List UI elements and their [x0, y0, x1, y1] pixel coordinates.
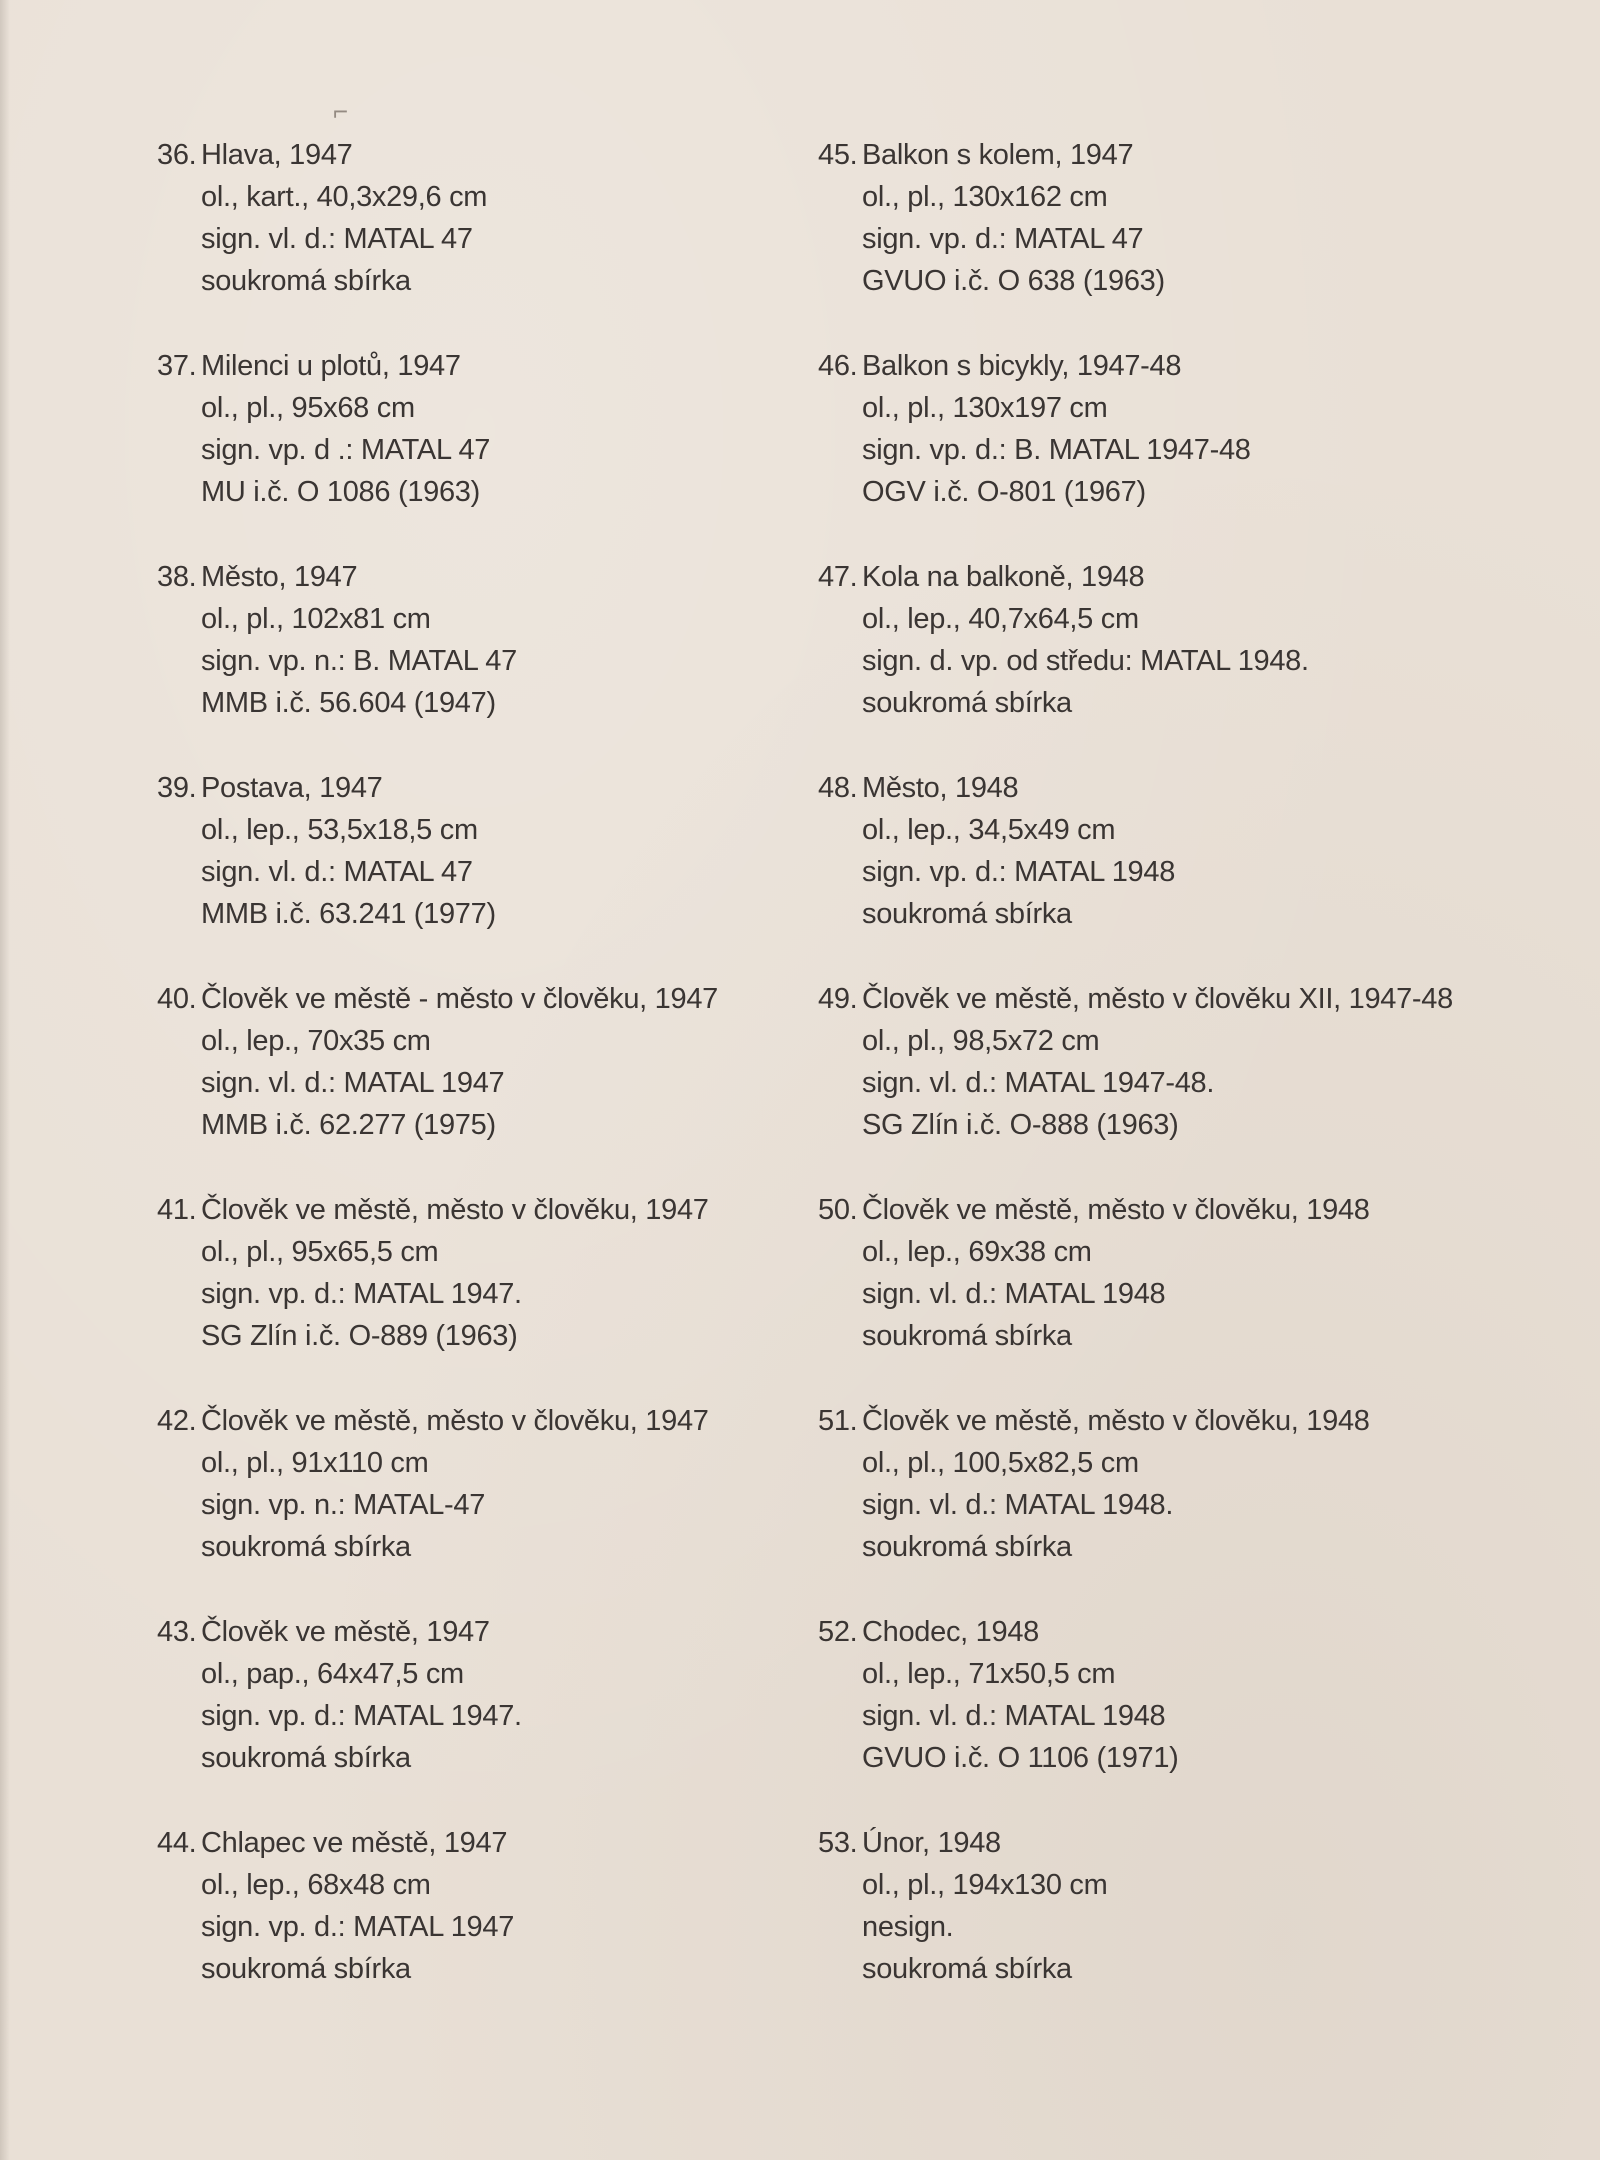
entry-collection: MMB i.č. 63.241 (1977): [201, 898, 496, 930]
entry-number: 47.: [818, 561, 858, 593]
entry-title-line: [157, 1189, 777, 1231]
entry-title: Město, 1947: [201, 561, 358, 593]
entry-number: 52.: [818, 1616, 858, 1648]
entry-title: Člověk ve městě, město v člověku XII, 1947-48: [862, 983, 1453, 1015]
entry-collection: soukromá sbírka: [201, 1742, 411, 1774]
entry-number: 39.: [157, 772, 197, 804]
entry-title-line: [818, 1189, 1538, 1231]
entry-number: 49.: [818, 983, 858, 1015]
entry-number: 46.: [818, 350, 858, 382]
entry-collection: SG Zlín i.č. O-888 (1963): [862, 1109, 1179, 1141]
entry-title: Milenci u plotů, 1947: [201, 350, 461, 382]
entry-title: Člověk ve městě - město v člověku, 1947: [201, 983, 718, 1015]
entry-technique: ol., pl., 95x68 cm: [201, 392, 415, 424]
entry-collection: MMB i.č. 56.604 (1947): [201, 687, 496, 719]
entry-signature: sign. vl. d.: MATAL 47: [201, 223, 473, 255]
entry-title-line: [818, 1822, 1538, 1864]
entry-number: 43.: [157, 1616, 197, 1648]
entry-title-line: [818, 1400, 1538, 1442]
entry-title: Chodec, 1948: [862, 1616, 1039, 1648]
catalog-entry: [157, 1822, 777, 2033]
entry-technique: ol., lep., 70x35 cm: [201, 1025, 431, 1057]
entry-number: 48.: [818, 772, 858, 804]
entry-signature: sign. vp. d.: MATAL 1947: [201, 1911, 515, 1943]
entry-number: 51.: [818, 1405, 858, 1437]
catalog-entry: [818, 1400, 1538, 1611]
entry-technique: ol., pl., 102x81 cm: [201, 603, 431, 635]
entry-collection: SG Zlín i.č. O-889 (1963): [201, 1320, 518, 1352]
entry-technique: ol., lep., 69x38 cm: [862, 1236, 1092, 1268]
catalog-entry: [157, 345, 777, 556]
catalog-entry: [818, 134, 1538, 345]
entry-technique: ol., pl., 98,5x72 cm: [862, 1025, 1100, 1057]
entry-collection: soukromá sbírka: [862, 1953, 1072, 1985]
entry-title-line: [157, 134, 777, 176]
entry-title: Balkon s kolem, 1947: [862, 139, 1134, 171]
entry-technique: ol., pap., 64x47,5 cm: [201, 1658, 464, 1690]
entry-number: 50.: [818, 1194, 858, 1226]
entry-technique: ol., lep., 34,5x49 cm: [862, 814, 1116, 846]
catalog-entry: [157, 134, 777, 345]
entry-collection: soukromá sbírka: [862, 1531, 1072, 1563]
entry-collection: MU i.č. O 1086 (1963): [201, 476, 480, 508]
catalog-entry: [157, 767, 777, 978]
catalog-column-right: [818, 134, 1538, 2033]
entry-technique: ol., pl., 91x110 cm: [201, 1447, 429, 1479]
entry-technique: ol., lep., 53,5x18,5 cm: [201, 814, 478, 846]
entry-title: Postava, 1947: [201, 772, 383, 804]
entry-signature: sign. vp. n.: B. MATAL 47: [201, 645, 517, 677]
entry-number: 42.: [157, 1405, 197, 1437]
entry-number: 38.: [157, 561, 197, 593]
entry-signature: sign. d. vp. od středu: MATAL 1948.: [862, 645, 1309, 677]
entry-number: 41.: [157, 1194, 197, 1226]
entry-number: 53.: [818, 1827, 858, 1859]
entry-signature: sign. vl. d.: MATAL 1947: [201, 1067, 505, 1099]
catalog-entry: [157, 978, 777, 1189]
entry-title-line: [157, 978, 777, 1020]
entry-collection: soukromá sbírka: [862, 898, 1072, 930]
entry-signature: sign. vp. d.: MATAL 47: [862, 223, 1144, 255]
catalog-entry: [818, 1189, 1538, 1400]
catalog-entry: [157, 1611, 777, 1822]
entry-signature: sign. vp. d.: MATAL 1947.: [201, 1278, 522, 1310]
entry-title-line: [157, 767, 777, 809]
entry-number: 44.: [157, 1827, 197, 1859]
entry-title: Člověk ve městě, město v člověku, 1948: [862, 1194, 1370, 1226]
entry-number: 36.: [157, 139, 197, 171]
entry-technique: ol., kart., 40,3x29,6 cm: [201, 181, 488, 213]
entry-signature: sign. vp. n.: MATAL-47: [201, 1489, 486, 1521]
entry-signature: sign. vl. d.: MATAL 1947-48.: [862, 1067, 1215, 1099]
entry-title: Člověk ve městě, město v člověku, 1948: [862, 1405, 1370, 1437]
entry-signature: sign. vl. d.: MATAL 1948: [862, 1700, 1166, 1732]
entry-title: Člověk ve městě, město v člověku, 1947: [201, 1405, 709, 1437]
entry-collection: soukromá sbírka: [201, 1531, 411, 1563]
entry-signature: sign. vp. d.: MATAL 1948: [862, 856, 1176, 888]
entry-technique: ol., lep., 40,7x64,5 cm: [862, 603, 1139, 635]
entry-signature: nesign.: [862, 1911, 954, 1943]
entry-title: Člověk ve městě, město v člověku, 1947: [201, 1194, 709, 1226]
catalog-entry: [157, 556, 777, 767]
entry-title: Město, 1948: [862, 772, 1019, 804]
catalog-entry: [157, 1189, 777, 1400]
entry-number: 45.: [818, 139, 858, 171]
catalog-entry: [818, 1822, 1538, 2033]
entry-title: Kola na balkoně, 1948: [862, 561, 1145, 593]
entry-title-line: [818, 978, 1538, 1020]
entry-title: Balkon s bicykly, 1947-48: [862, 350, 1182, 382]
entry-title-line: [818, 345, 1538, 387]
entry-technique: ol., pl., 194x130 cm: [862, 1869, 1108, 1901]
entry-title-line: [818, 767, 1538, 809]
entry-number: 37.: [157, 350, 197, 382]
entry-collection: soukromá sbírka: [862, 687, 1072, 719]
catalog-entry: [818, 556, 1538, 767]
entry-collection: OGV i.č. O-801 (1967): [862, 476, 1146, 508]
entry-title-line: [157, 1611, 777, 1653]
entry-technique: ol., pl., 130x162 cm: [862, 181, 1108, 213]
entry-collection: GVUO i.č. O 638 (1963): [862, 265, 1165, 297]
entry-signature: sign. vp. d.: MATAL 1947.: [201, 1700, 522, 1732]
catalog-column-left: [157, 134, 777, 2033]
catalog-entry: [818, 345, 1538, 556]
entry-title-line: [818, 1611, 1538, 1653]
catalog-entry: [157, 1400, 777, 1611]
entry-signature: sign. vp. d.: B. MATAL 1947-48: [862, 434, 1251, 466]
entry-collection: GVUO i.č. O 1106 (1971): [862, 1742, 1179, 1774]
entry-title: Člověk ve městě, 1947: [201, 1616, 490, 1648]
page-edge-shadow: [0, 0, 10, 2160]
entry-signature: sign. vl. d.: MATAL 1948: [862, 1278, 1166, 1310]
entry-technique: ol., pl., 95x65,5 cm: [201, 1236, 439, 1268]
entry-technique: ol., lep., 71x50,5 cm: [862, 1658, 1116, 1690]
entry-number: 40.: [157, 983, 197, 1015]
catalog-entry: [818, 767, 1538, 978]
entry-signature: sign. vl. d.: MATAL 47: [201, 856, 473, 888]
entry-collection: soukromá sbírka: [201, 1953, 411, 1985]
entry-title-line: [157, 556, 777, 598]
entry-technique: ol., pl., 100,5x82,5 cm: [862, 1447, 1139, 1479]
entry-signature: sign. vl. d.: MATAL 1948.: [862, 1489, 1174, 1521]
catalog-entry: [818, 1611, 1538, 1822]
entry-collection: MMB i.č. 62.277 (1975): [201, 1109, 496, 1141]
entry-collection: soukromá sbírka: [201, 265, 411, 297]
entry-title: Únor, 1948: [862, 1827, 1001, 1859]
entry-title-line: [818, 556, 1538, 598]
entry-technique: ol., pl., 130x197 cm: [862, 392, 1108, 424]
entry-title-line: [157, 1400, 777, 1442]
entry-technique: ol., lep., 68x48 cm: [201, 1869, 431, 1901]
entry-title-line: [157, 1822, 777, 1864]
catalog-entry: [818, 978, 1538, 1189]
entry-title: Chlapec ve městě, 1947: [201, 1827, 508, 1859]
entry-title: Hlava, 1947: [201, 139, 353, 171]
entry-title-line: [157, 345, 777, 387]
pencil-mark: ⌐: [333, 96, 349, 126]
entry-title-line: [818, 134, 1538, 176]
entry-collection: soukromá sbírka: [862, 1320, 1072, 1352]
entry-signature: sign. vp. d .: MATAL 47: [201, 434, 491, 466]
